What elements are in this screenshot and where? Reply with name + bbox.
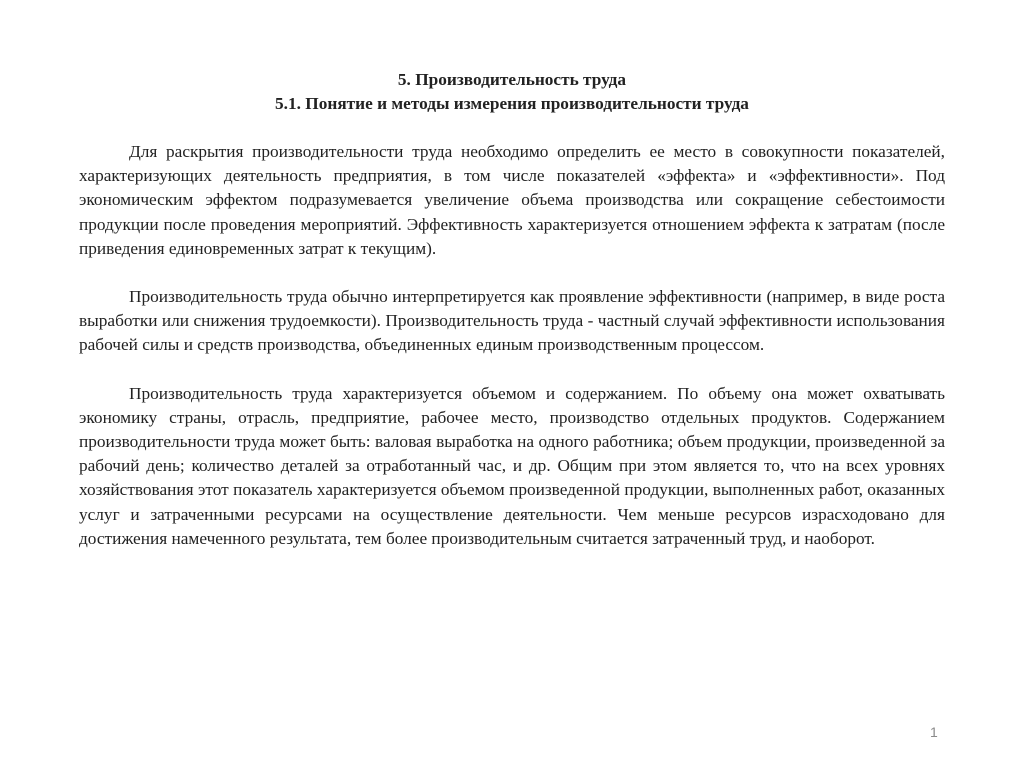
document-title: 5. Производительность труда bbox=[397, 70, 627, 89]
page-number: 1 bbox=[930, 724, 938, 740]
document-page bbox=[79, 68, 945, 551]
paragraph-2: Производительность труда обычно интерпретируется как проявление эффективности (например, в виде роста выработки или снижения трудоемкости). Производительность труда - частный случай эффективности использования рабочей силы и средств производства, объединенных единым производственным процессом. bbox=[79, 287, 945, 355]
paragraph-3: Производительность труда характеризуется объемом и содержанием. По объему она может охватывать экономику страны, отрасль, предприятие, рабочее место, производство отдельных продуктов. Содержанием производительности труда может быть: валовая выработка на одного работника; объем продукции, произведенной за рабочий день; количество деталей за отработанный час, и др. Общим при этом является то, что на всех уровнях хозяйствования этот показатель характеризуется объемом произведенной продукции, выполненных работ, оказанных услуг и затраченными ресурсами на осуществление деятельности. Чем меньше ресурсов израсходовано для достижения намеченного результата, тем более производительным считается затраченный труд, и наоборот. bbox=[79, 383, 945, 548]
document-subtitle: 5.1. Понятие и методы измерения производительности труда bbox=[275, 94, 749, 113]
paragraph-1: Для раскрытия производительности труда необходимо определить ее место в совокупности показателей, характеризующих деятельность предприятия, в том числе показателей «эффекта» и «эффективности». Под экономическим эффектом подразумевается увеличение объема производства или сокращение себестоимости продукции после проведения мероприятий. Эффективность характеризуется отношением эффекта к затратам (после приведения единовременных затрат к текущим). bbox=[79, 142, 945, 258]
